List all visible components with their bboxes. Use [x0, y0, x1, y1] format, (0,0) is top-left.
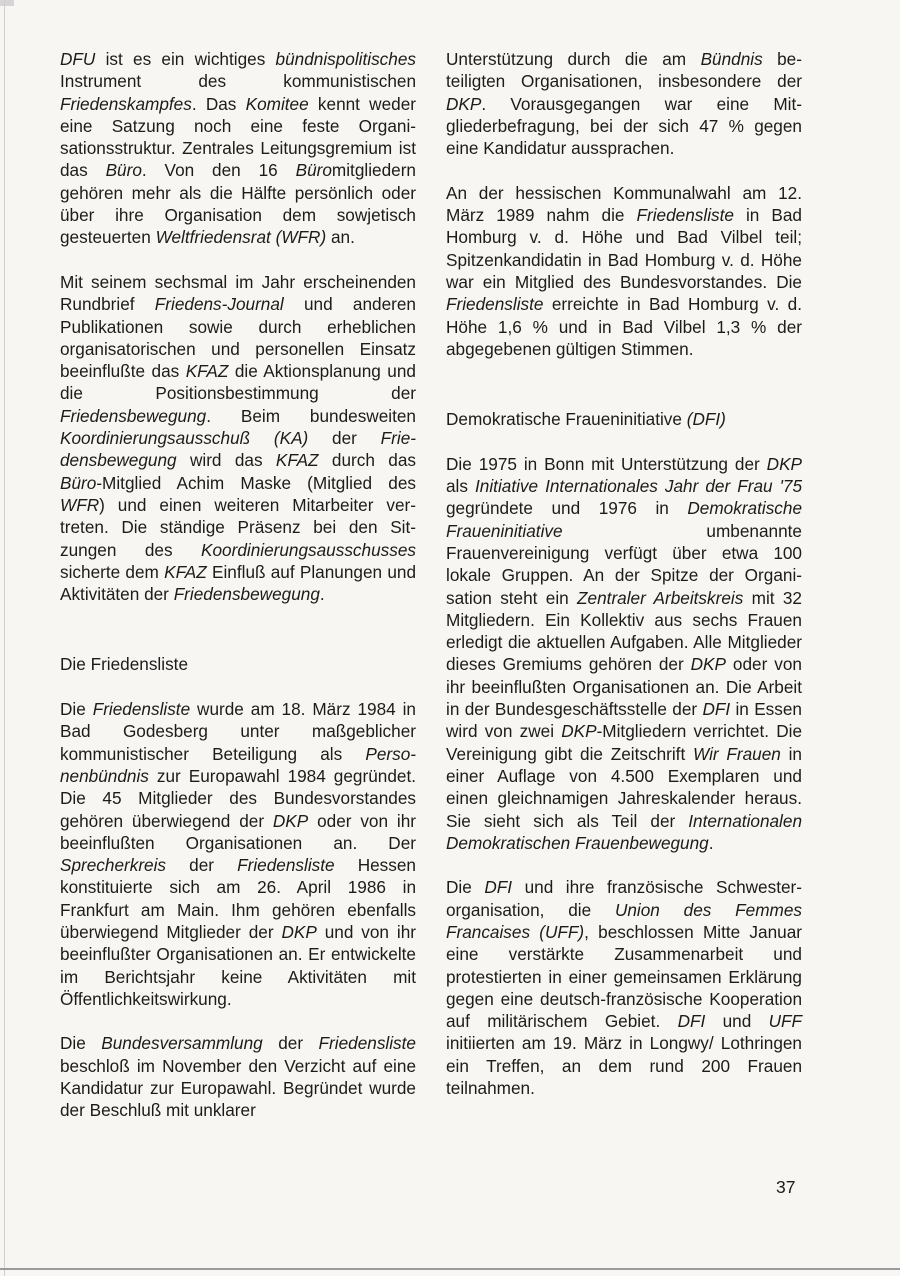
italic-term: Koordinierungsausschuß (KA) — [60, 428, 309, 449]
italic-term: KFAZ — [164, 561, 207, 582]
italic-term: DKP — [446, 93, 482, 114]
text-run: oder von ihr beeinflußten Organisationen an. Der — [60, 810, 416, 853]
text-run: und anderen Publikationen sowie durch erheblichen organisatorischen und personellen Einsatz beeinflußte das — [60, 294, 416, 382]
italic-term: Büro — [60, 472, 97, 493]
italic-term: Friedensbewegung — [173, 584, 320, 605]
italic-term: Friedensliste — [237, 855, 335, 876]
text-run: . Von den 16 — [141, 160, 296, 181]
italic-term: Friedens-Journal — [154, 294, 284, 315]
italic-term: Wir Frauen — [693, 743, 781, 764]
section-heading — [446, 408, 802, 430]
italic-term: Büro — [105, 160, 142, 181]
text-run: Mit seinem sechsmal im Jahr erscheinenden Rundbrief — [60, 271, 416, 315]
text-run: . — [708, 832, 714, 853]
page-number: 37 — [776, 1177, 796, 1197]
paragraph — [60, 48, 416, 249]
text-run: . Das — [191, 93, 246, 114]
italic-term: Friedenskampfes — [60, 93, 192, 114]
text-run: Einfluß auf Planungen und Aktivitäten der — [60, 561, 416, 605]
text-run: umbenannte Frauenvereinigung verfügt über etwa 100 lokale Gruppen. An der Spitze der Organisation steht ein — [446, 520, 802, 608]
italic-term: Sprecherkreis — [60, 855, 167, 876]
text-run: ist es ein wichtiges — [95, 49, 276, 69]
italic-term: Bundesversammlung — [101, 1033, 263, 1054]
paragraph — [446, 876, 802, 1099]
italic-term: Union des Femmes Francaises (UFF) — [446, 899, 803, 942]
italic-term: DKP — [690, 654, 726, 675]
text-run: durch das — [318, 450, 416, 471]
text-run: -Mitgliedern verrichtet. Die Vereinigung gibt die Zeitschrift — [446, 721, 802, 764]
text-run: initiierten am 19. März in Longwy/ Lothringen ein Treffen, an dem rund 200 Frauen teilnahmen. — [446, 1033, 802, 1099]
italic-term: Friedensliste — [318, 1033, 416, 1054]
text-run: als — [446, 476, 476, 497]
text-run: und von ihr beeinflußter Organisationen an. Er entwickelte im Berichtsjahr keine Aktivitäten mit Öffentlichkeitswirkung. — [60, 921, 416, 1009]
text-run: Die — [446, 877, 485, 898]
text-run: Hessen konstituierte sich am 26. April 1986 in Frankfurt am Main. Ihm gehören ebenfalls überwiegend Mitglieder der — [60, 855, 416, 942]
italic-term: Friedensliste — [92, 699, 191, 720]
scan-artifact — [0, 0, 14, 6]
page-bottom-edge — [0, 1268, 900, 1270]
text-run: Die — [60, 699, 93, 720]
section-heading: Die Friedensliste — [60, 654, 188, 675]
italic-term: WFR — [60, 494, 100, 515]
text-run: in Essen wird von zwei — [446, 699, 802, 742]
text-run: Unterstützung durch die am — [446, 49, 701, 69]
italic-term: DKP — [281, 921, 317, 942]
text-run: . Vorausgegangen war eine Mitgliederbefragung, bei der sich 47 % gegen eine Kandidatur aussprachen. — [446, 93, 802, 159]
text-run: der — [262, 1033, 319, 1054]
italic-term: DKP — [766, 453, 802, 474]
italic-term: DFI — [677, 1011, 706, 1032]
text-run: Demokratische Fraueninitiative — [446, 409, 687, 430]
paragraph — [446, 182, 802, 360]
text-run: sicherte dem — [60, 561, 165, 582]
text-run: und ihre französische Schwesterorganisation, die — [446, 877, 802, 920]
italic-term: Demokratische Fraueninitiative — [446, 498, 802, 541]
text-run: . — [319, 584, 325, 605]
italic-term: KFAZ — [185, 361, 229, 382]
italic-term: Büro — [295, 160, 332, 181]
italic-term: bündnispolitisches — [275, 49, 416, 69]
text-run: und — [705, 1011, 769, 1032]
italic-term: UFF — [768, 1011, 802, 1032]
text-run: beteiligten Organisationen, insbesondere der — [446, 49, 802, 92]
paragraph — [446, 453, 802, 854]
text-run: -Mitglied Achim Maske (Mitglied des — [96, 472, 416, 493]
text-run: mit 32 Mitgliedern. Ein Kollektiv aus sechs Frauen erledigt die aktuellen Aufgaben. Alle Mitglieder dieses Gremiums gehören der — [446, 587, 802, 675]
paragraph — [60, 271, 416, 605]
text-run: mitgliedern gehören mehr als die Hälfte persönlich oder über ihre Organisation dem sowjetisch gesteuerten — [60, 160, 416, 248]
text-run: der — [308, 428, 381, 449]
text-run: wurde am 18. März 1984 in Bad Godesberg unter maßgeblicher kommunistischer Beteiligung als — [60, 699, 416, 764]
text-run: , beschlossen Mitte Januar eine verstärkte Zusammenarbeit und protestierten in einer gemeinsamen Erklärung gegen eine deutsch-französische Kooperation auf militärischem Gebiet. — [446, 921, 802, 1032]
text-run: wird das — [176, 450, 276, 471]
text-run: Die — [60, 1033, 102, 1054]
text-run: . Beim bundesweiten — [206, 405, 416, 426]
italic-term: Personenbündnis — [60, 743, 416, 786]
italic-term: DFI — [484, 877, 513, 898]
italic-term: DKP — [272, 810, 309, 831]
text-run: an. — [326, 227, 355, 248]
italic-term: DFU — [60, 49, 96, 69]
paragraph — [60, 698, 416, 1010]
text-run: die Aktionsplanung und die Positionsbestimmung der — [60, 361, 416, 404]
text-run: ) und einen weiteren Mitarbeiter vertreten. Die ständige Präsenz bei den Sitzungen des — [60, 494, 416, 560]
right-column — [446, 48, 802, 1099]
left-column — [60, 48, 416, 1122]
text-run: kennt weder eine Satzung noch eine feste Organisationsstruktur. Zentrales Leitungsgremium ist das — [60, 93, 416, 181]
text-run: Instrument des kommunistischen — [60, 71, 416, 92]
italic-term: DKP — [561, 721, 597, 742]
text-run: An der hessischen Kommunalwahl am 12. März 1989 nahm die — [446, 182, 802, 226]
italic-term: Koordinierungsausschusses — [201, 539, 416, 560]
italic-term: Internationalen Demokratischen Frauenbewegung — [446, 810, 802, 853]
italic-term: Initiative Internationales Jahr der Frau '75 — [475, 476, 802, 497]
text-run: in Bad Homburg v. d. Höhe und Bad Vilbel teil; Spitzenkandidatin in Bad Homburg v. d. Höhe war ein Mitglied des Bundesvorstandes. Die — [446, 205, 802, 292]
italic-term: Friedensbewegung — [60, 428, 416, 471]
text-run: gegründete und 1976 in — [446, 498, 688, 519]
text-run: zur Europawahl 1984 gegründet. Die 45 Mitglieder des Bundesvorstandes gehören überwiegend der — [60, 765, 416, 831]
scan-edge — [4, 0, 5, 1276]
text-run: Die 1975 in Bonn mit Unterstützung der — [446, 453, 767, 474]
text-run: oder von ihr beeinflußten Organisationen an. Die Arbeit in der Bundesgeschäftsstelle der — [446, 654, 802, 720]
italic-term: KFAZ — [275, 450, 319, 471]
text-run: in einer Auflage von 4.500 Exemplaren und einen gleichnamigen Jahreskalender heraus. Sie sieht sich als Teil der — [446, 743, 802, 831]
text-run: der — [166, 855, 238, 876]
italic-term: Zentraler Arbeitskreis — [577, 587, 744, 608]
italic-term: Komitee — [245, 93, 309, 114]
text-run: erreichte in Bad Homburg v. d. Höhe 1,6 % und in Bad Vilbel 1,3 % der abgegebenen gültigen Stimmen. — [446, 294, 802, 359]
italic-term: Bündnis — [700, 49, 763, 69]
paragraph — [60, 1032, 416, 1121]
italic-term: DFI — [702, 699, 731, 720]
paragraph — [446, 48, 802, 159]
italic-term: Friedensliste — [446, 294, 544, 315]
italic-term: Weltfriedensrat (WFR) — [155, 227, 327, 248]
italic-term: Friedensliste — [636, 205, 734, 226]
italic-term: Friedensbewegung — [60, 405, 207, 426]
text-run: beschloß im November den Verzicht auf eine Kandidatur zur Europawahl. Begründet wurde der Beschluß mit unklarer — [60, 1055, 416, 1121]
italic-term: (DFI) — [686, 409, 726, 430]
